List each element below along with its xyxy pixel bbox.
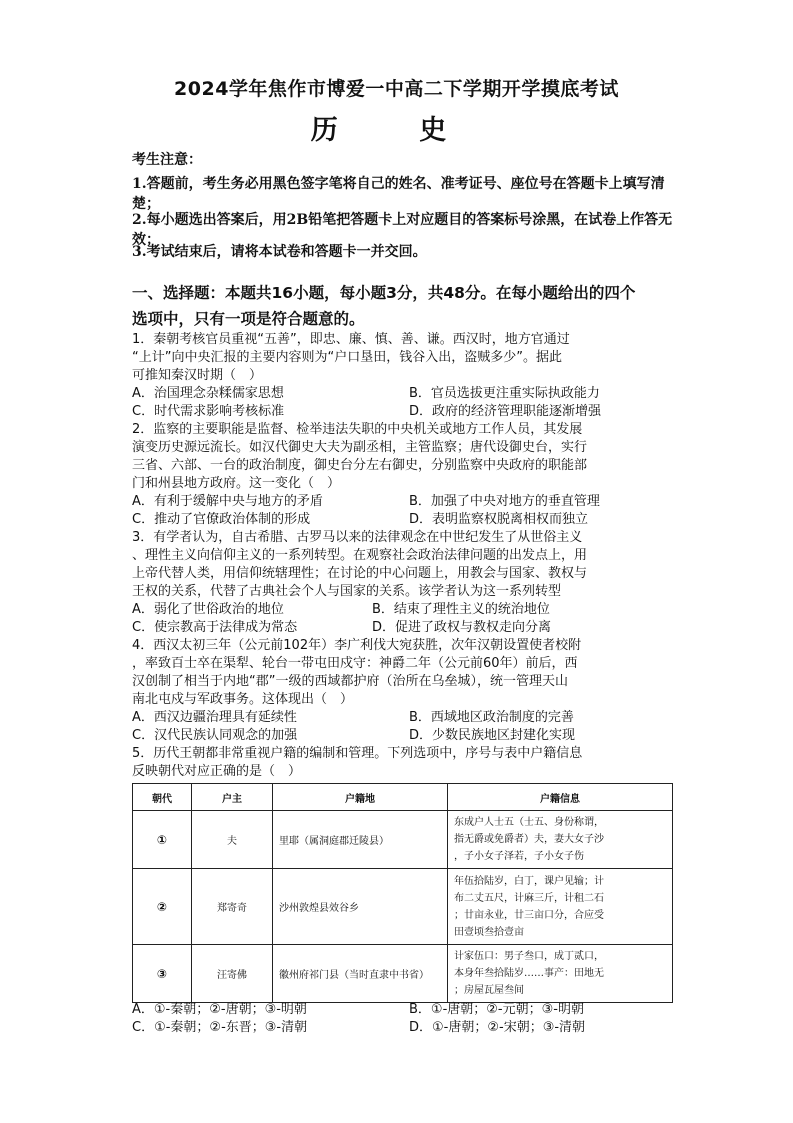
table-cell: ① — [133, 811, 192, 869]
question-line: 南北屯戍与军政事务。这体现出（ ） — [132, 692, 354, 707]
option-a[interactable]: A．弱化了世俗政治的地位 — [132, 602, 284, 617]
table-cell: 郑寄奇 — [192, 869, 273, 945]
info-line: 指无爵或免爵者）夫，妻大女子沙 — [454, 834, 604, 845]
section-line: 一、选择题：本题共16小题，每小题3分，共48分。在每小题给出的四个 — [132, 284, 636, 302]
question-line: 汉创制了相当于内地“郡”一级的西域都护府（治所在乌垒城），统一管理天山 — [132, 674, 568, 689]
table-cell: 汪寄佛 — [192, 945, 273, 1003]
question-line: 1．秦朝考核官员重视“五善”，即忠、廉、慎、善、谦。西汉时，地方官通过 — [132, 332, 570, 347]
question-line: 三省、六部、一台的政治制度，御史台分左右御史，分别监察中央政府的职能部 — [132, 458, 588, 473]
table-row — [133, 945, 673, 1003]
question-line: 门和州县地方政府。这一变化（ ） — [132, 476, 341, 491]
info-line: 布二丈五尺，计麻三斤，计租二石 — [454, 892, 604, 904]
option-c[interactable]: C．推动了官僚政治体制的形成 — [132, 512, 311, 527]
table-cell: 徽州府祁门县（当时直隶中书省） — [273, 945, 448, 1003]
question-4-options — [132, 709, 677, 745]
notice-item-text: 2.每小题选出答案后，用2B铅笔把答题卡上对应题目的答案标号涂黑，在试卷上作答无效； — [132, 212, 673, 248]
option-d[interactable]: D．①-唐朝；②-宋朝；③-清朝 — [409, 1020, 586, 1035]
option-d[interactable]: D．促进了政权与教权走向分离 — [372, 620, 552, 635]
question-line: “上计”向中央汇报的主要内容则为“户口垦田，钱谷入出，盗贼多少”。据此 — [132, 350, 562, 365]
notice-heading: 考生注意： — [132, 152, 202, 168]
question-3 — [132, 529, 672, 601]
section-line: 选项中，只有一项是符合题意的。 — [132, 310, 365, 328]
exam-title: 2024学年焦作市博爱一中高二下学期开学摸底考试 — [174, 78, 619, 100]
notice-item-text: 3.考试结束后，请将本试卷和答题卡一并交回。 — [132, 244, 427, 260]
section-heading — [132, 280, 677, 332]
table-row — [133, 811, 673, 869]
option-b[interactable]: B．西域地区政治制度的完善 — [409, 710, 574, 725]
question-line: 5．历代王朝都非常重视户籍的编制和管理。下列选项中，序号与表中户籍信息 — [132, 746, 583, 761]
table-header: 户主 — [192, 784, 273, 811]
info-line: 年伍拾陆岁，白丁，课户见输；计 — [454, 875, 604, 887]
question-line: 反映朝代对应正确的是（ ） — [132, 764, 302, 779]
option-c[interactable]: C．使宗教高于法律成为常态 — [132, 620, 298, 635]
table-cell: ③ — [133, 945, 192, 1003]
question-line: 、理性主义向信仰主义的一系列转型。在观察社会政治法律问题的出发点上，用 — [132, 548, 588, 563]
question-1 — [132, 331, 672, 385]
table-cell: 里耶（属洞庭郡迁陵县） — [273, 811, 448, 869]
option-a[interactable]: A．治国理念杂糅儒家思想 — [132, 386, 284, 401]
table-header: 户籍信息 — [448, 784, 673, 811]
table-cell: 沙州敦煌县效谷乡 — [273, 869, 448, 945]
option-d[interactable]: D．少数民族地区封建化实现 — [409, 728, 576, 743]
notice-item-text: 1.答题前，考生务必用黑色签字笔将自己的姓名、准考证号、座位号在答题卡上填写清楚； — [132, 176, 665, 212]
info-line: 东成户人士五（士五、身份称谓， — [454, 817, 604, 828]
table-cell — [448, 811, 673, 869]
question-line: 4．西汉太初三年（公元前102年）李广利伐大宛获胜，次年汉朝设置使者校附 — [132, 638, 582, 653]
info-line: 田壹顷叁拾壹亩 — [454, 926, 524, 938]
question-1-options — [132, 385, 677, 421]
table-cell: 夫 — [192, 811, 273, 869]
option-c[interactable]: C．时代需求影响考核标准 — [132, 404, 285, 419]
table-header: 朝代 — [133, 784, 192, 811]
question-4 — [132, 637, 672, 709]
info-line: ；廿亩永业，廿三亩口分，合应受 — [454, 909, 604, 921]
option-b[interactable]: B．结束了理性主义的统治地位 — [372, 602, 550, 617]
question-line: 演变历史源远流长。如汉代御史大夫为副丞相，主管监察；唐代设御史台，实行 — [132, 440, 588, 455]
question-line: 王权的关系，代替了古典社会个人与国家的关系。该学者认为这一系列转型 — [132, 584, 562, 599]
question-2 — [132, 421, 672, 493]
table-header: 户籍地 — [273, 784, 448, 811]
option-c[interactable]: C．汉代民族认同观念的加强 — [132, 728, 298, 743]
question-5-options — [132, 1001, 677, 1037]
info-line: 计家伍口：男子叁口，成丁贰口， — [454, 951, 604, 962]
info-line: 本身年叁拾陆岁……事产：田地无 — [454, 968, 604, 979]
option-d[interactable]: D．表明监察权脱离相权而独立 — [409, 512, 589, 527]
subject-title: 历 史 — [310, 115, 483, 146]
option-a[interactable]: A．西汉边疆治理具有延续性 — [132, 710, 297, 725]
option-a[interactable]: A．有利于缓解中央与地方的矛盾 — [132, 494, 323, 509]
option-a[interactable]: A．①-秦朝；②-唐朝；③-明朝 — [132, 1002, 307, 1017]
question-line: ，率致百士卒在渠犁、轮台一带屯田戍守：神爵二年（公元前60年）前后，西 — [132, 656, 578, 671]
info-line: ；房屋瓦屋叁间 — [454, 985, 524, 996]
option-c[interactable]: C．①-秦朝；②-东晋；③-清朝 — [132, 1020, 308, 1035]
household-table — [132, 783, 673, 1003]
table-cell — [448, 945, 673, 1003]
option-b[interactable]: B．官员选拔更注重实际执政能力 — [409, 386, 600, 401]
question-line: 上帝代替人类，用信仰统辖理性；在讨论的中心问题上，用教会与国家、教权与 — [132, 566, 588, 581]
question-line: 2．监察的主要职能是监督、检举违法失职的中央机关或地方工作人员，其发展 — [132, 422, 583, 437]
question-line: 3．有学者认为，自古希腊、古罗马以来的法律观念在中世纪发生了从世俗主义 — [132, 530, 583, 545]
question-2-options — [132, 493, 677, 529]
table-cell: ② — [133, 869, 192, 945]
option-b[interactable]: B．①-唐朝；②-元朝；③-明朝 — [409, 1002, 584, 1017]
question-3-options — [132, 601, 677, 637]
table-cell — [448, 869, 673, 945]
table-header-row — [133, 784, 673, 811]
question-5 — [132, 745, 672, 781]
option-b[interactable]: B．加强了中央对地方的垂直管理 — [409, 494, 600, 509]
question-line: 可推知秦汉时期（ ） — [132, 368, 263, 383]
option-d[interactable]: D．政府的经济管理职能逐渐增强 — [409, 404, 602, 419]
info-line: ，子小女子泽若，子小女子伤 — [454, 851, 584, 862]
table-row — [133, 869, 673, 945]
